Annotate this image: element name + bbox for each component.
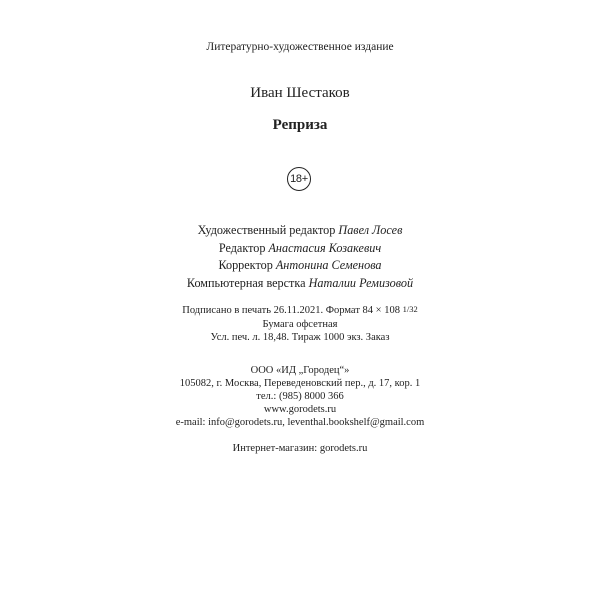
credit-person: Анастасия Козакевич: [268, 240, 382, 255]
publisher-website: www.gorodets.ru: [263, 404, 337, 415]
credit-line: [0, 275, 600, 293]
credit-line: [0, 222, 600, 240]
publisher-email: e-mail: info@gorodets.ru, leventhal.bookshelf@gmail.com: [175, 417, 425, 428]
book-title: Реприза: [272, 117, 328, 133]
print-signed-text: Подписано в печать 26.11.2021. Формат 84 × 108: [182, 305, 400, 316]
print-info-block: [0, 303, 600, 345]
publisher-phone: тел.: (985) 8000 366: [256, 391, 344, 402]
age-rating-badge: 18+: [287, 167, 311, 191]
paper-type: Бумага офсетная: [262, 318, 338, 330]
credit-line: [0, 257, 600, 275]
credit-line: [0, 240, 600, 258]
series-label: Литературно-художественное издание: [206, 41, 394, 53]
credit-role: Художественный редактор: [197, 223, 336, 237]
publisher-block: [0, 364, 600, 429]
credits-block: [0, 222, 600, 292]
author-name: Иван Шестаков: [250, 85, 350, 101]
credit-role: Редактор: [218, 240, 266, 255]
publisher-address: 105082, г. Москва, Переведеновский пер., д. 17, кор. 1: [179, 378, 421, 389]
print-signed-line: [0, 303, 600, 318]
credit-role: Корректор: [218, 258, 273, 272]
credit-role: Компьютерная верстка: [186, 275, 306, 290]
credit-person: Павел Лосев: [338, 223, 403, 237]
credit-person: Антонина Семенова: [275, 258, 382, 272]
format-fraction: 1/32: [402, 304, 418, 314]
publisher-name: ООО «ИД „Городец“»: [250, 365, 350, 376]
credit-person: Наталии Ремизовой: [308, 275, 414, 290]
print-sheets: Усл. печ. л. 18,48. Тираж 1000 экз. Заказ: [210, 332, 390, 343]
online-shop: Интернет-магазин: gorodets.ru: [232, 443, 368, 454]
